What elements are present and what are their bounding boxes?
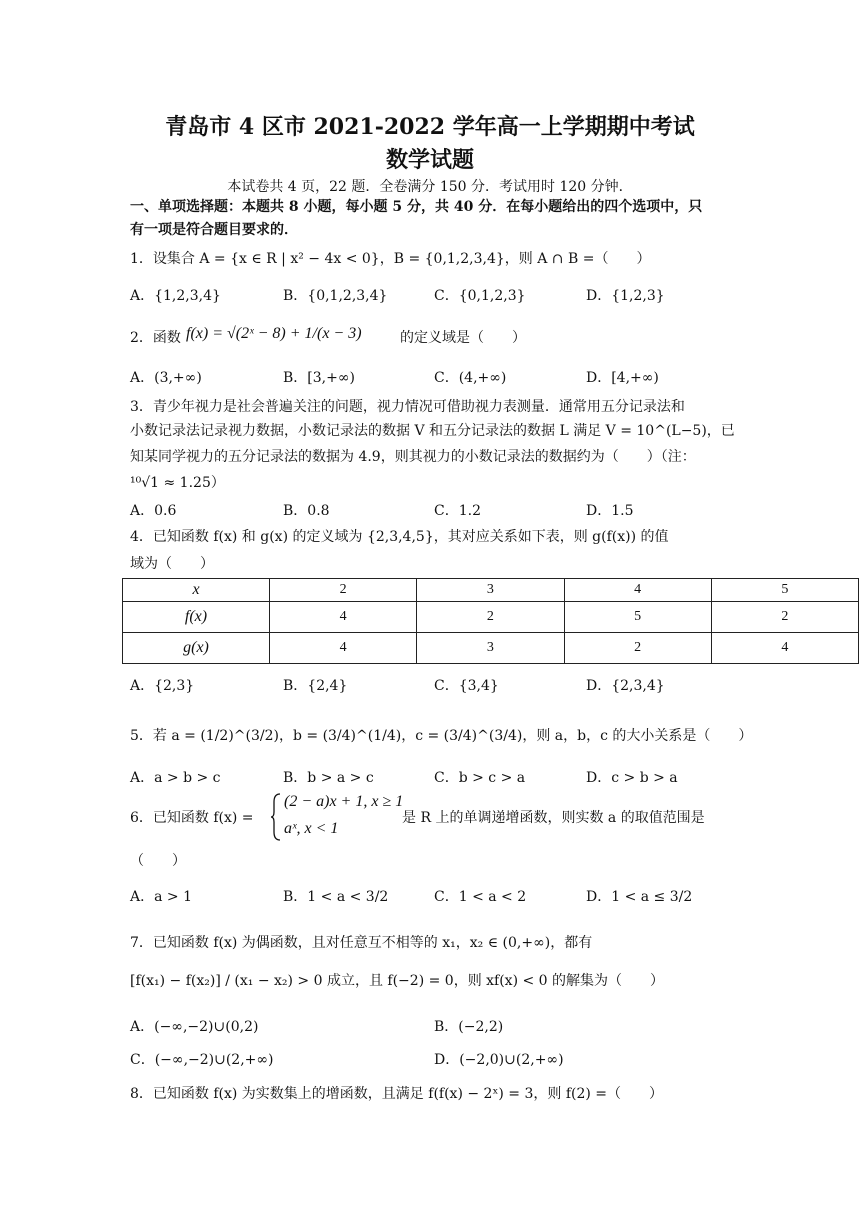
question-6-piece-2: aˣ, x < 1 xyxy=(284,820,339,837)
exam-subtitle: 数学试题 xyxy=(385,147,474,173)
question-7-line1: 7．已知函数 f(x) 为偶函数，且对任意互不相等的 x₁，x₂ ∈ (0,+∞)，都有 xyxy=(130,935,593,951)
question-3-option-b: B．0.8 xyxy=(283,503,330,519)
table-cell: 2 xyxy=(711,602,858,633)
question-3-line4: ¹⁰√1 ≈ 1.25） xyxy=(130,475,225,491)
question-6-prefix: 6．已知函数 f(x) = xyxy=(130,810,254,826)
table-cell: 2 xyxy=(270,579,417,602)
question-6-suffix: 是 R 上的单调递增函数，则实数 a 的取值范围是 xyxy=(402,810,705,826)
table-cell: 5 xyxy=(564,602,711,633)
question-5-option-d: D．c > b > a xyxy=(586,770,678,786)
table-cell: x xyxy=(123,579,270,602)
question-6-option-a: A．a > 1 xyxy=(130,889,192,905)
question-3-option-a: A．0.6 xyxy=(130,503,177,519)
question-7-option-c: C．(−∞,−2)∪(2,+∞) xyxy=(130,1052,274,1068)
question-2-option-d: D．[4,+∞) xyxy=(586,370,659,386)
left-brace-icon xyxy=(270,792,282,842)
question-7-line2: [f(x₁) − f(x₂)] / (x₁ − x₂) > 0 成立，且 f(−2) = 0，则 xf(x) < 0 的解集为（ ） xyxy=(130,973,665,989)
question-8-stem: 8．已知函数 f(x) 为实数集上的增函数，且满足 f(f(x) − 2ˣ) = 3，则 f(2) =（ ） xyxy=(130,1086,664,1102)
question-6-paren: （ ） xyxy=(130,853,186,869)
question-2-function: f(x) = √(2ˣ − 8) + 1/(x − 3) xyxy=(186,325,362,342)
table-cell: 5 xyxy=(711,579,858,602)
table-cell: 2 xyxy=(564,633,711,664)
question-1-option-a: A．{1,2,3,4} xyxy=(130,288,221,304)
exam-title: 青岛市 4 区市 2021-2022 学年高一上学期期中考试 xyxy=(165,114,695,140)
question-4-option-a: A．{2,3} xyxy=(130,678,195,694)
question-2-suffix: 的定义域是（ ） xyxy=(400,330,526,346)
question-6-piece-1: (2 − a)x + 1, x ≥ 1 xyxy=(284,793,404,810)
question-2-option-c: C．(4,+∞) xyxy=(434,370,507,386)
question-1-stem: 1．设集合 A = {x ∈ R | x² − 4x < 0}，B = {0,1,2,3,4}，则 A ∩ B =（ ） xyxy=(130,251,651,267)
question-3-option-d: D．1.5 xyxy=(586,503,634,519)
table-cell: 2 xyxy=(417,602,564,633)
table-row xyxy=(123,602,859,633)
question-1-option-c: C．{0,1,2,3} xyxy=(434,288,526,304)
question-4-option-c: C．{3,4} xyxy=(434,678,499,694)
question-2-option-b: B．[3,+∞) xyxy=(283,370,355,386)
question-5-stem: 5．若 a = (1/2)^(3/2)，b = (3/4)^(1/4)，c = (3/4)^(3/4)，则 a，b，c 的大小关系是（ ） xyxy=(130,728,753,744)
question-2-prefix: 2．函数 xyxy=(130,330,181,346)
question-3-option-c: C．1.2 xyxy=(434,503,481,519)
question-2-option-a: A．(3,+∞) xyxy=(130,370,202,386)
table-cell: f(x) xyxy=(123,602,270,633)
question-3-line3: 知某同学视力的五分记录法的数据为 4.9，则其视力的小数记录法的数据约为（ ）（注： xyxy=(130,449,696,465)
section-heading-line2: 有一项是符合题目要求的． xyxy=(130,222,298,238)
table-header-row xyxy=(123,579,859,602)
question-1-option-d: D．{1,2,3} xyxy=(586,288,665,304)
table-cell: 4 xyxy=(270,602,417,633)
question-6-option-c: C．1 < a < 2 xyxy=(434,889,527,905)
question-5-option-a: A．a > b > c xyxy=(130,770,221,786)
table-row xyxy=(123,633,859,664)
function-table xyxy=(122,578,859,664)
question-3-line2: 小数记录法记录视力数据，小数记录法的数据 V 和五分记录法的数据 L 满足 V = 10^(L−5)，已 xyxy=(130,423,735,439)
question-6-option-b: B．1 < a < 3/2 xyxy=(283,889,389,905)
table-cell: 3 xyxy=(417,579,564,602)
question-4-line2: 域为（ ） xyxy=(130,556,214,572)
table-cell: g(x) xyxy=(123,633,270,664)
question-7-option-a: A．(−∞,−2)∪(0,2) xyxy=(130,1019,259,1035)
table-cell: 4 xyxy=(564,579,711,602)
question-1-option-b: B．{0,1,2,3,4} xyxy=(283,288,388,304)
question-7-option-b: B．(−2,2) xyxy=(434,1019,504,1035)
table-cell: 3 xyxy=(417,633,564,664)
question-5-option-b: B．b > a > c xyxy=(283,770,374,786)
question-4-line1: 4．已知函数 f(x) 和 g(x) 的定义域为 {2,3,4,5}，其对应关系如下表，则 g(f(x)) 的值 xyxy=(130,529,669,545)
exam-note: 本试卷共 4 页，22 题．全卷满分 150 分．考试用时 120 分钟． xyxy=(227,179,633,195)
question-4-option-d: D．{2,3,4} xyxy=(586,678,665,694)
question-3-line1: 3．青少年视力是社会普遍关注的问题，视力情况可借助视力表测量．通常用五分记录法和 xyxy=(130,399,685,415)
section-heading-line1: 一、单项选择题：本题共 8 小题，每小题 5 分，共 40 分．在每小题给出的四个选项中，只 xyxy=(130,199,703,215)
table-cell: 4 xyxy=(270,633,417,664)
table-cell: 4 xyxy=(711,633,858,664)
question-7-option-d: D．(−2,0)∪(2,+∞) xyxy=(434,1052,564,1068)
question-5-option-c: C．b > c > a xyxy=(434,770,526,786)
question-6-option-d: D．1 < a ≤ 3/2 xyxy=(586,889,693,905)
question-4-option-b: B．{2,4} xyxy=(283,678,348,694)
